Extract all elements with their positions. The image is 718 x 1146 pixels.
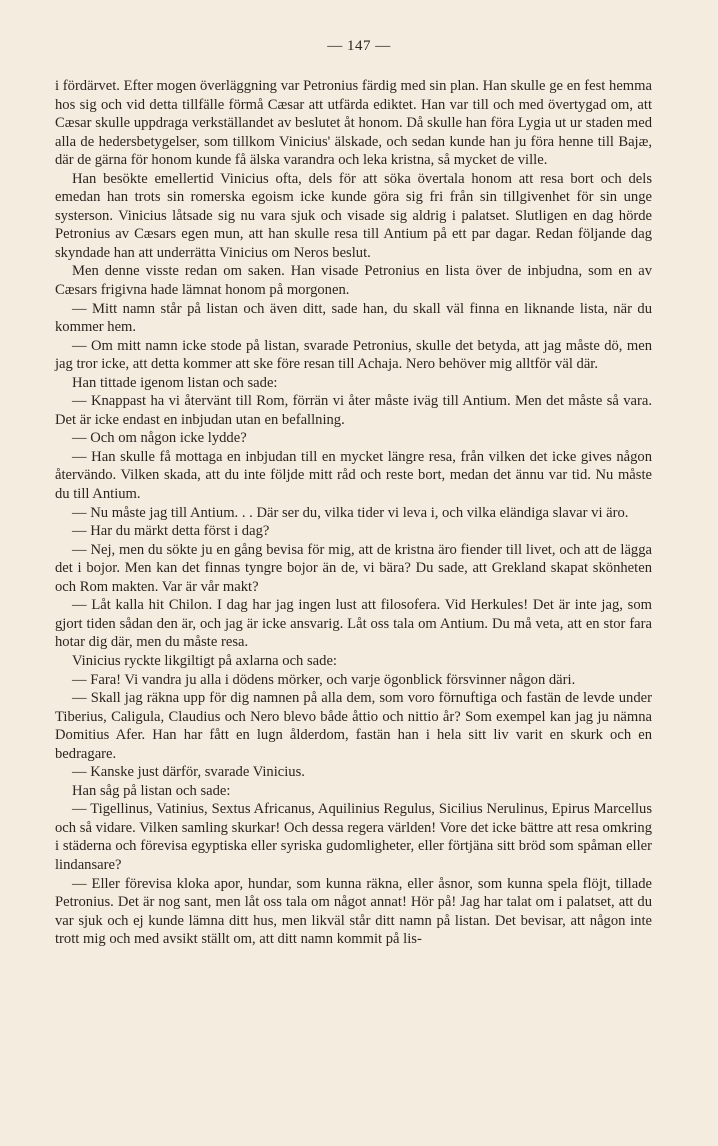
paragraph: — Han skulle få mottaga en inbjudan till en mycket längre resa, från vilken det icke gives någon återvändo. Vilken skada, att du inte följde mitt råd och reste bort, medan det ännu var tid. Nu måste du till Antium. xyxy=(55,448,652,503)
paragraph: — Och om någon icke lydde? xyxy=(72,430,247,447)
paragraph: Men denne visste redan om saken. Han visade Petronius en lista över de inbjudna, som en av Cæsars frigivna hade lämnat honom på morgonen. xyxy=(55,263,652,299)
body-text xyxy=(55,77,652,949)
paragraph: — Låt kalla hit Chilon. I dag har jag ingen lust att filosofera. Vid Herkules! Det är inte jag, som gjort tiden sådan den är, och jag är icke ansvarig. Låt oss tala om Antium. Du må veta, att en stor fara hotar dig där, men du måste resa. xyxy=(55,597,652,651)
paragraph: Vinicius ryckte likgiltigt på axlarna och sade: xyxy=(72,652,337,669)
paragraph: Han såg på listan och sade: xyxy=(72,782,231,799)
paragraph: — Nu måste jag till Antium. . . Där ser du, vilka tider vi leva i, och vilka eländiga slavar vi äro. xyxy=(72,504,629,521)
paragraph: — Knappast ha vi återvänt till Rom, förrän vi åter måste iväg till Antium. Men det måste så vara. Det är icke endast en inbjudan utan en befallning. xyxy=(55,393,652,428)
paragraph: — Eller förevisa kloka apor, hundar, som kunna räkna, eller åsnor, som kunna spela flöjt, tillade Petronius. Det är nog sant, men låt oss tala om något annat! Hör på! Jag har talat om i palatset, att du var sjuk och ej kunde lämna ditt hus, men likväl står ditt namn på listan. Det bevisar, att någon inte trott mig och med avsikt ställt om, att ditt namn kommit på lis- xyxy=(55,875,652,948)
paragraph: — Tigellinus, Vatinius, Sextus Africanus, Aquilinius Regulus, Sicilius Nerulinus, Epirus Marcellus och så vidare. Vilken samling skurkar! Och dessa regera världen! Vore det icke bättre att resa omkring i städerna och förevisa egyptiska eller syriska gudomligheter, eller förtjäna sitt bröd som spåman eller lindansare? xyxy=(55,801,652,873)
paragraph: — Om mitt namn icke stode på listan, svarade Petronius, skulle det betyda, att jag måste dö, men jag tror icke, att detta kommer att ske före resan till Achaja. Nero behöver mig alltför väl där. xyxy=(55,337,652,373)
paragraph: — Mitt namn står på listan och även ditt, sade han, du skall väl finna en liknande lista, när du kommer hem. xyxy=(55,300,652,336)
paragraph: — Nej, men du sökte ju en gång bevisa för mig, att de kristna äro fiender till livet, och att de lägga det i bojor. Men kan det finnas tyngre bojor än de, vi bära? Du sade, att Grekland skapat skönheten och Rom makten. Var är vår makt? xyxy=(55,541,652,595)
paragraph: i fördärvet. Efter mogen överläggning var Petronius färdig med sin plan. Han skulle ge en fest hemma hos sig och vid detta tillfälle förmå Cæsar att utfärda ediktet. Han var till och med övertygad om, att Cæsar skulle uppdraga verkställandet av beslutet åt honom. Då skulle han föra Lygia ut ur staden med alla de hedersbetygelser, som tillkom Vinicius' älskade, och sedan kunde han ju föra henne till Bajæ, där de gärna för honom kunde få älska varandra och leka kristna, så mycket de ville. xyxy=(55,78,652,169)
paragraph: — Kanske just därför, svarade Vinicius. xyxy=(72,764,305,781)
paragraph: — Har du märkt detta först i dag? xyxy=(72,523,270,540)
paragraph: Han besökte emellertid Vinicius ofta, dels för att söka övertala honom att resa bort och dels emedan han trots sin romerska egoism icke kunde göra sig fri från sin tillgivenhet för sin unge systerson. Vinicius låtsade sig nu vara sjuk och visade sig aldrig i palatset. Slutligen en dag hörde Petronius av Cæsars egen mun, att han skulle resa till Antium på ett par dagar. Redan följande dag skyndade han att underrätta Vinicius om Neros beslut. xyxy=(55,170,652,261)
paragraph: — Skall jag räkna upp för dig namnen på alla dem, som voro förnuftiga och fastän de levde under Tiberius, Caligula, Claudius och Nero blevo både åttio och nittio år? Som exempel kan jag ju nämna Domitius Afer. Han har fått en lugn ålderdom, fastän han i hela sitt liv varit en skurk och en bedragare. xyxy=(55,690,652,762)
page-number: — 147 — xyxy=(327,38,391,54)
paragraph: — Fara! Vi vandra ju alla i dödens mörker, och varje ögonblick försvinner någon däri. xyxy=(72,671,576,688)
paragraph: Han tittade igenom listan och sade: xyxy=(72,374,278,391)
